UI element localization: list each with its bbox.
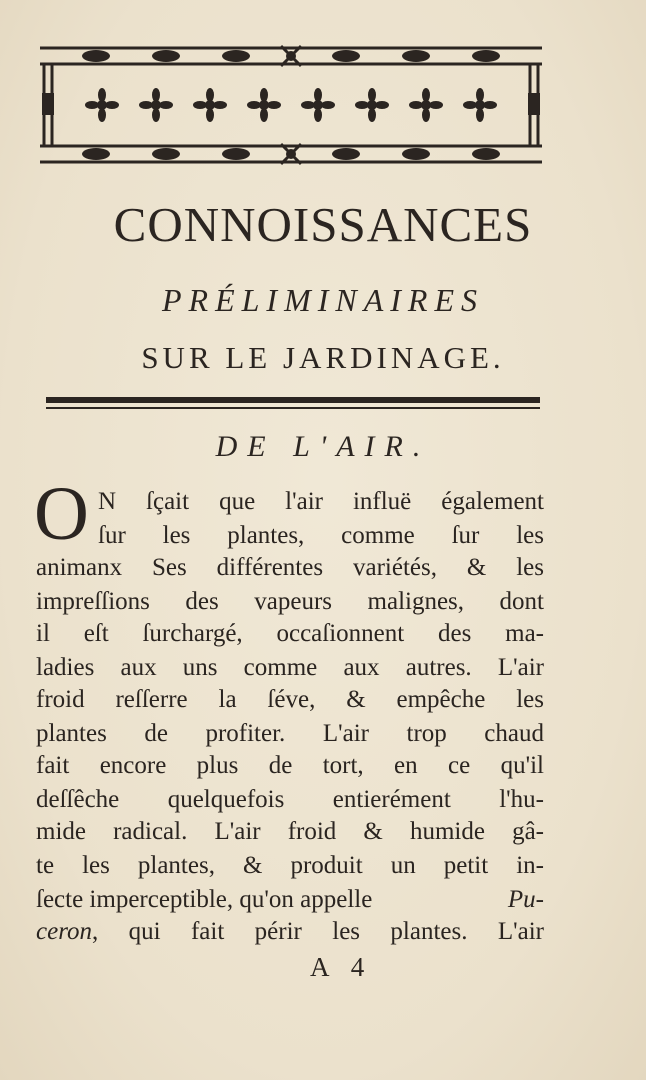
body-text-line: fait encore plus de tort, en ce qu'il — [36, 752, 544, 779]
body-text-line: mide radical. L'air froid & humide gâ- — [36, 818, 544, 845]
body-text-segment: , qui fait périr les plantes. L'air — [92, 918, 544, 945]
italic-word: Pu- — [507, 886, 544, 913]
signature-mark: A 4 — [310, 952, 373, 982]
body-text-line: il eſt ſurchargé, occaſionnent des ma- — [36, 620, 544, 647]
page-title: CONNOISSANCES — [113, 197, 533, 252]
section-heading: DE L'AIR. — [215, 430, 431, 463]
body-text-line: froid reſſerre la ſéve, & empêche les — [36, 686, 544, 713]
italic-word: ceron — [36, 918, 92, 945]
body-text-line: ladies aux uns comme aux autres. L'air — [36, 654, 544, 681]
body-text-line: plantes de profiter. L'air trop chaud — [36, 720, 544, 747]
decorative-headpiece — [36, 38, 546, 172]
body-text-line: N ſçait que l'air influë également — [98, 488, 544, 515]
body-text-line: deſſêche quelquefois entierément l'hu- — [36, 786, 544, 813]
body-text-segment: ſecte imperceptible, qu'on appelle — [36, 886, 373, 913]
drop-cap-letter: O — [34, 472, 89, 556]
body-text-line: animanx Ses différentes variétés, & les — [36, 554, 544, 581]
body-text-line: te les plantes, & produit un petit in- — [36, 852, 544, 879]
body-text-line: ſur les plantes, comme ſur les — [98, 522, 544, 549]
page-subtitle-line2: SUR LE JARDINAGE. — [141, 340, 505, 375]
body-text-line — [36, 916, 544, 948]
page-subtitle: PRÉLIMINAIRES — [161, 282, 485, 318]
double-rule-divider — [46, 396, 540, 412]
body-text-line: impreſſions des vapeurs malignes, dont — [36, 588, 544, 615]
body-text-line — [36, 884, 544, 916]
